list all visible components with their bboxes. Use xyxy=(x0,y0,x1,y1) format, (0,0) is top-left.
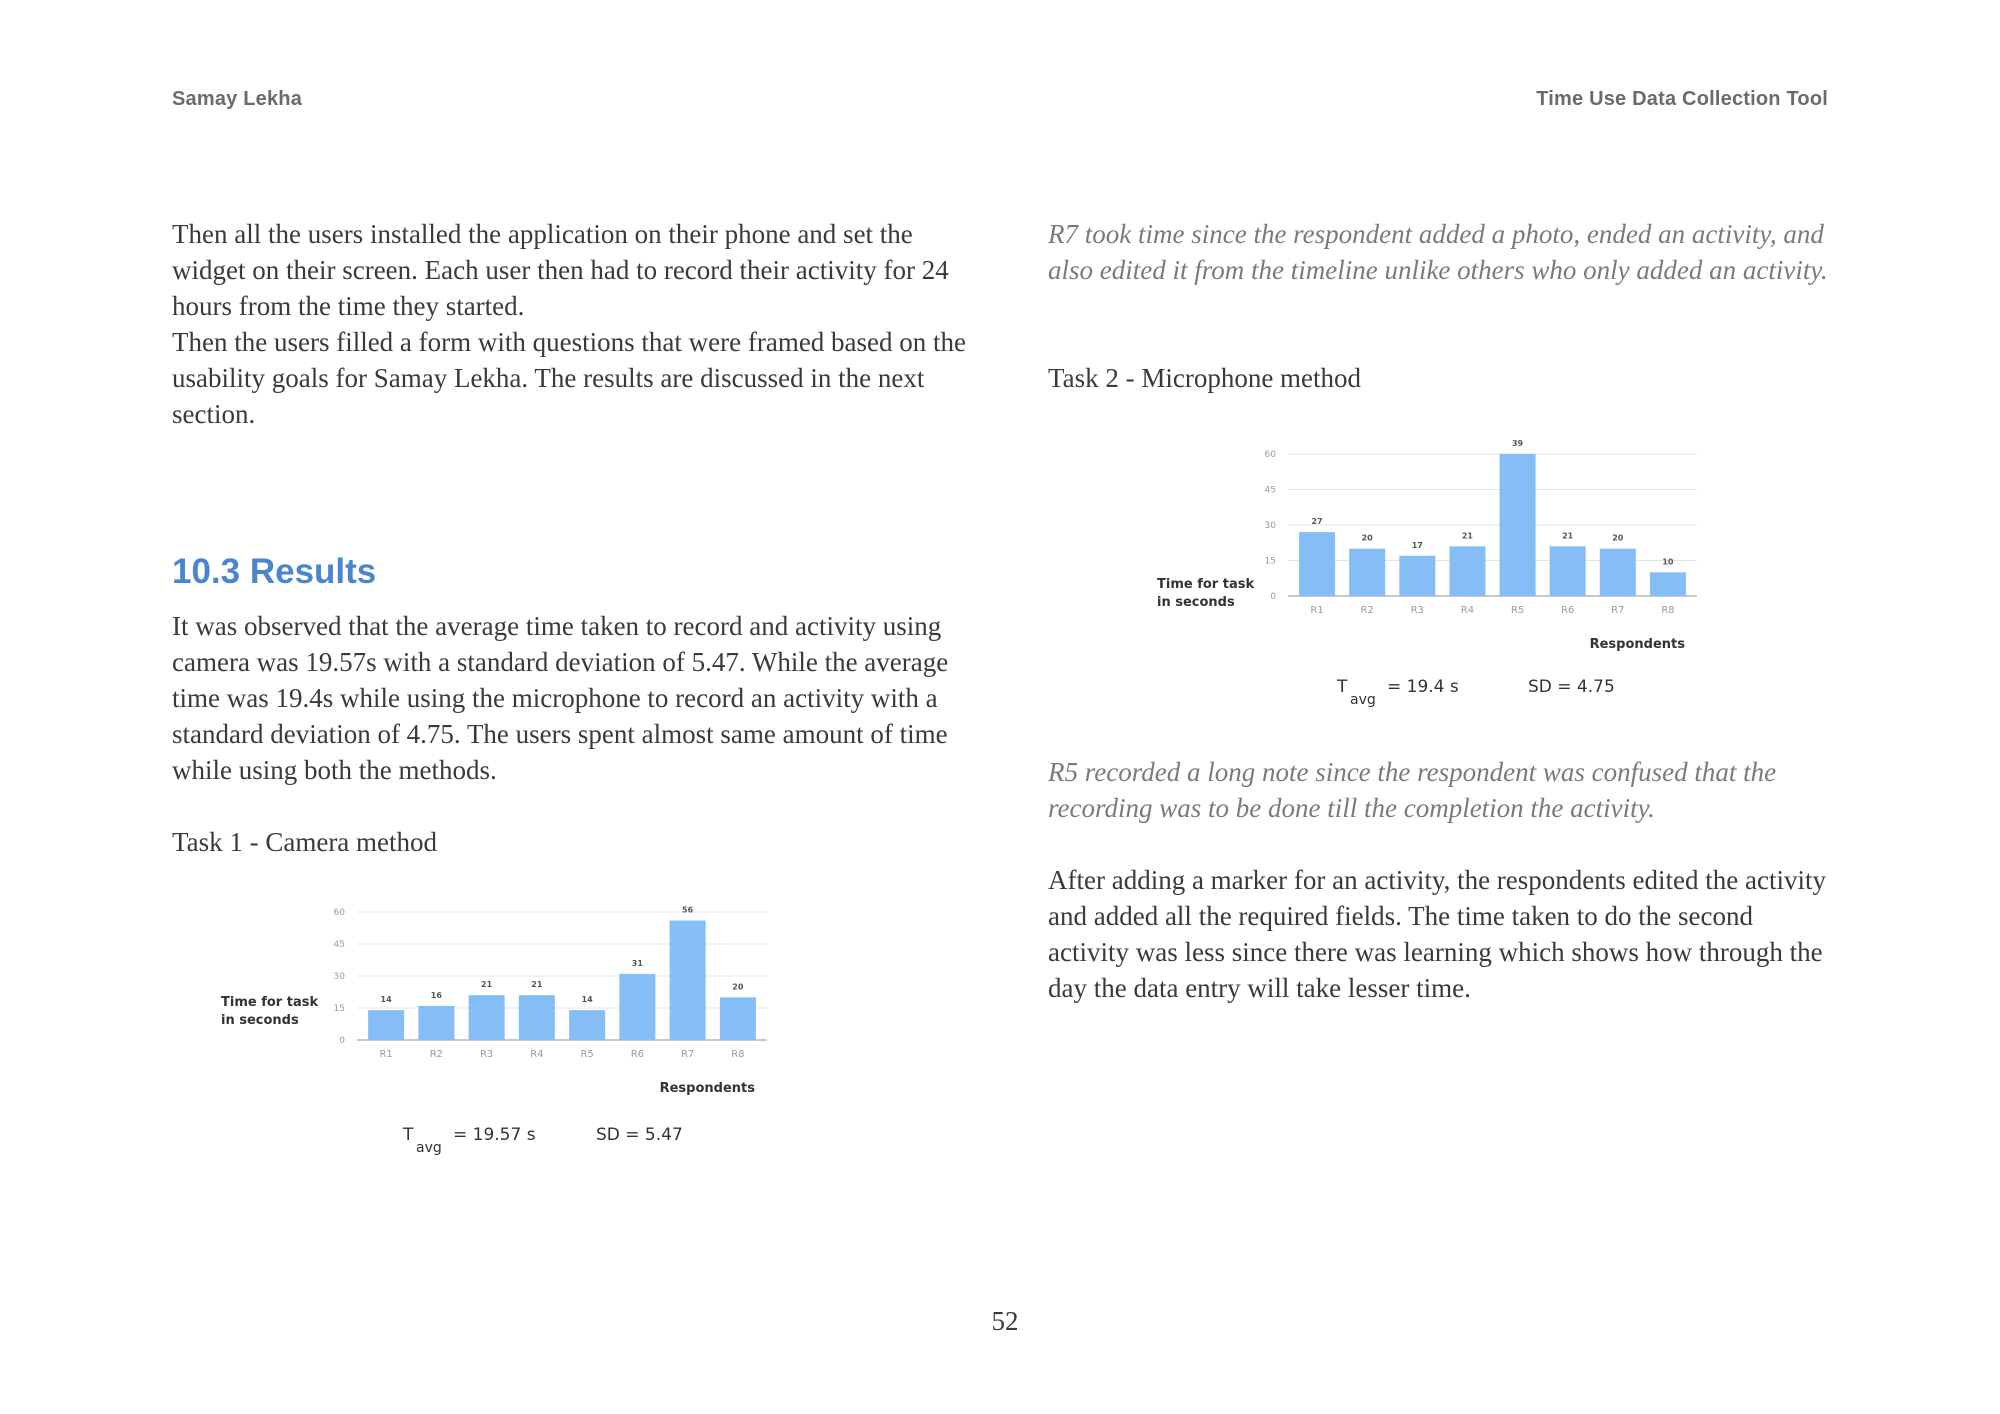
bar-r5 xyxy=(1500,454,1536,596)
data-label: 56 xyxy=(682,905,694,915)
y-axis-label: in seconds xyxy=(1157,595,1235,610)
r7-note: R7 took time since the respondent added a photo, ended an activity, and also edited it from the timeline unlike others who only added an activity. xyxy=(1048,219,1828,285)
x-tick-label: R1 xyxy=(1310,605,1324,616)
page-number: 52 xyxy=(991,1306,1019,1336)
task1-label: Task 1 - Camera method xyxy=(172,827,438,857)
running-header-right: Time Use Data Collection Tool xyxy=(1536,88,1828,110)
data-label: 20 xyxy=(732,982,744,992)
intro-text xyxy=(172,216,992,432)
y-axis-label: in seconds xyxy=(221,1013,299,1028)
x-tick-label: R5 xyxy=(580,1049,594,1060)
bar-r4 xyxy=(519,995,555,1040)
r5-note: R5 recorded a long note since the respondent was confused that the recording was to be done till the completion the activity. xyxy=(1048,757,1777,823)
results-paragraph: It was observed that the average time taken to record and activity using camera was 19.57s with a standard deviation of 5.47. While the average time was 19.4s while using the microphone to record an activity with a standard deviation of 4.75. The users spent almost same amount of time while using both the methods. xyxy=(172,611,949,785)
y-axis-label: Time for task xyxy=(221,995,319,1010)
data-label: 21 xyxy=(481,980,493,990)
x-tick-label: R3 xyxy=(479,1049,494,1060)
closing-paragraph: After adding a marker for an activity, the respondents edited the activity and added all the required fields. The time taken to do the second activity was less since there was learning which shows how through the day the data entry will take lesser time. xyxy=(1048,865,1826,1003)
bar-r3 xyxy=(469,995,505,1040)
avg-time-subscript: avg xyxy=(1350,692,1376,708)
x-tick-label: R2 xyxy=(429,1049,444,1060)
y-tick-label: 30 xyxy=(333,972,345,982)
x-tick-label: R8 xyxy=(731,1049,745,1060)
data-label: 20 xyxy=(1361,533,1373,543)
avg-time-symbol: T xyxy=(403,1125,414,1145)
y-axis-label: Time for task xyxy=(1157,577,1255,592)
data-label: 27 xyxy=(1311,517,1323,527)
data-label: 31 xyxy=(631,958,643,968)
bar-r2 xyxy=(418,1006,454,1040)
x-tick-label: R7 xyxy=(1611,605,1625,616)
running-header-left: Samay Lekha xyxy=(172,88,303,110)
y-tick-label: 30 xyxy=(1264,521,1276,531)
y-tick-label: 45 xyxy=(333,940,345,950)
x-tick-label: R6 xyxy=(630,1049,645,1060)
data-label: 39 xyxy=(1511,439,1524,448)
avg-time-value: = 19.57 s xyxy=(453,1125,536,1145)
x-axis-label: Respondents xyxy=(659,1081,755,1096)
data-label: 14 xyxy=(581,995,593,1005)
y-tick-label: 45 xyxy=(1264,485,1276,496)
standard-deviation: SD = 5.47 xyxy=(596,1125,683,1145)
task1-bar-chart xyxy=(200,890,800,1170)
x-tick-label: R7 xyxy=(680,1049,695,1060)
data-label: 21 xyxy=(531,980,543,990)
x-tick-label: R4 xyxy=(530,1049,544,1060)
x-tick-label: R3 xyxy=(1410,605,1424,616)
data-label: 14 xyxy=(380,995,392,1005)
data-label: 20 xyxy=(1612,533,1624,543)
y-tick-label: 15 xyxy=(333,1004,345,1014)
section-heading: 10.3 Results xyxy=(172,552,377,591)
data-label: 21 xyxy=(1461,531,1474,541)
bar-r7 xyxy=(1600,549,1636,596)
standard-deviation: SD = 4.75 xyxy=(1528,677,1615,697)
intro-paragraph-1: Then all the users installed the application on their phone and set the widget on their screen. Each user then had to record their activity for 24 hours from the time they started. xyxy=(172,219,949,321)
task2-label: Task 2 - Microphone method xyxy=(1048,363,1362,393)
x-tick-label: R5 xyxy=(1510,605,1525,616)
bar-r8 xyxy=(1650,572,1686,596)
data-label: 10 xyxy=(1662,557,1674,567)
y-tick-label: 60 xyxy=(333,908,345,918)
y-tick-label: 0 xyxy=(1270,592,1276,602)
avg-time-symbol: T xyxy=(1337,677,1348,697)
bar-r4 xyxy=(1449,546,1485,596)
x-tick-label: R4 xyxy=(1460,605,1475,616)
y-tick-label: 60 xyxy=(1264,450,1276,460)
data-label: 17 xyxy=(1411,540,1423,550)
bar-r8 xyxy=(720,997,756,1040)
data-label: 16 xyxy=(430,990,442,1000)
task2-bar-chart xyxy=(1150,430,1750,710)
x-tick-label: R6 xyxy=(1561,605,1575,616)
avg-time-subscript: avg xyxy=(416,1140,442,1156)
x-axis-label: Respondents xyxy=(1589,637,1685,652)
x-tick-label: R8 xyxy=(1661,605,1675,616)
avg-time-value: = 19.4 s xyxy=(1387,677,1459,697)
x-tick-label: R1 xyxy=(379,1049,393,1060)
bar-r2 xyxy=(1349,549,1385,596)
data-label: 21 xyxy=(1562,531,1574,541)
bar-r3 xyxy=(1399,556,1435,596)
intro-paragraph-2: Then the users filled a form with questions that were framed based on the usability goals for Samay Lekha. The results are discussed in the next section. xyxy=(172,327,967,429)
bar-r1 xyxy=(1299,532,1335,596)
bar-r6 xyxy=(1550,546,1586,596)
x-tick-label: R2 xyxy=(1360,605,1374,616)
bar-r7 xyxy=(670,921,706,1040)
bar-r6 xyxy=(619,974,655,1040)
y-tick-label: 0 xyxy=(339,1036,345,1046)
bar-r5 xyxy=(569,1010,605,1040)
y-tick-label: 15 xyxy=(1264,556,1276,567)
bar-r1 xyxy=(368,1010,404,1040)
